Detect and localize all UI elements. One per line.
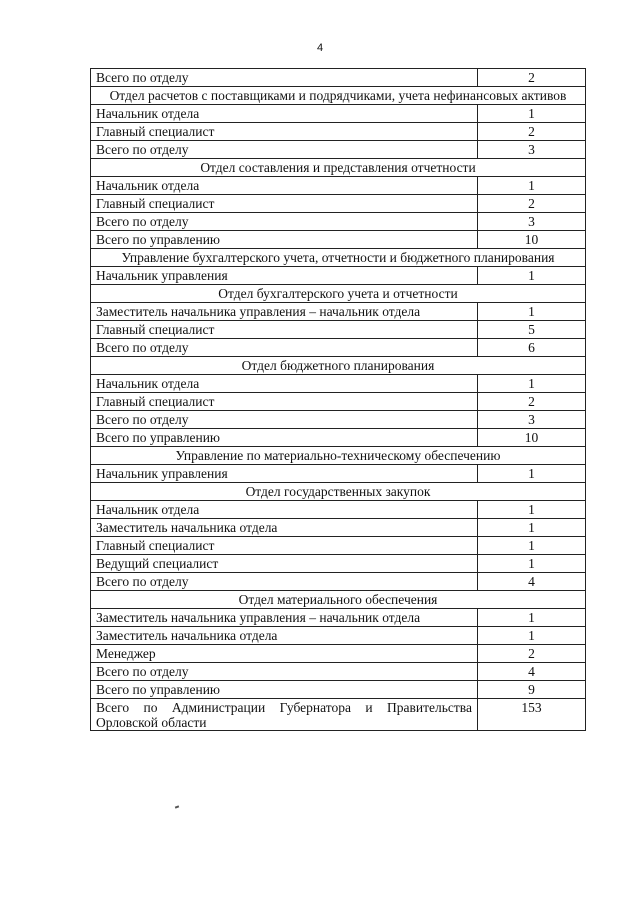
position-count: 9 xyxy=(478,681,586,699)
position-name: Всего по отделу xyxy=(91,213,478,231)
table-row xyxy=(91,465,586,483)
section-header-row xyxy=(91,159,586,177)
position-count: 1 xyxy=(478,465,586,483)
table-row xyxy=(91,177,586,195)
table-row xyxy=(91,339,586,357)
position-count: 2 xyxy=(478,393,586,411)
section-title: Отдел бухгалтерского учета и отчетности xyxy=(91,285,586,303)
position-name: Начальник отдела xyxy=(91,501,478,519)
table-row xyxy=(91,555,586,573)
position-count: 10 xyxy=(478,429,586,447)
section-title: Отдел государственных закупок xyxy=(91,483,586,501)
position-count: 3 xyxy=(478,141,586,159)
staff-table-body xyxy=(91,69,586,731)
table-row xyxy=(91,609,586,627)
position-count: 3 xyxy=(478,213,586,231)
table-row xyxy=(91,267,586,285)
position-count: 5 xyxy=(478,321,586,339)
position-name: Главный специалист xyxy=(91,195,478,213)
position-name: Заместитель начальника управления – начальник отдела xyxy=(91,609,478,627)
table-row xyxy=(91,303,586,321)
position-name: Менеджер xyxy=(91,645,478,663)
position-count: 1 xyxy=(478,105,586,123)
page-number: 4 xyxy=(316,42,324,54)
table-row xyxy=(91,231,586,249)
position-count: 1 xyxy=(478,303,586,321)
table-row xyxy=(91,375,586,393)
table-row xyxy=(91,519,586,537)
position-name: Главный специалист xyxy=(91,393,478,411)
position-count: 4 xyxy=(478,573,586,591)
position-count: 6 xyxy=(478,339,586,357)
position-name: Заместитель начальника отдела xyxy=(91,519,478,537)
position-count: 1 xyxy=(478,537,586,555)
position-count: 1 xyxy=(478,627,586,645)
position-name: Заместитель начальника отдела xyxy=(91,627,478,645)
position-name: Всего по управлению xyxy=(91,429,478,447)
position-count: 10 xyxy=(478,231,586,249)
section-header-row xyxy=(91,249,586,267)
position-count: 2 xyxy=(478,123,586,141)
position-name: Главный специалист xyxy=(91,321,478,339)
position-name: Всего по отделу xyxy=(91,141,478,159)
table-row xyxy=(91,69,586,87)
grand-total-label: Всего по Администрации Губернатора и Правительства Орловской области xyxy=(91,699,478,731)
grand-total-count: 153 xyxy=(478,699,586,731)
position-name: Всего по отделу xyxy=(91,411,478,429)
table-row xyxy=(91,645,586,663)
position-count: 1 xyxy=(478,555,586,573)
position-count: 2 xyxy=(478,645,586,663)
section-title: Отдел составления и представления отчетности xyxy=(91,159,586,177)
table-row xyxy=(91,213,586,231)
table-row xyxy=(91,195,586,213)
position-name: Всего по управлению xyxy=(91,681,478,699)
table-row xyxy=(91,429,586,447)
section-title: Отдел материального обеспечения xyxy=(91,591,586,609)
section-header-row xyxy=(91,483,586,501)
section-title: Отдел расчетов с поставщиками и подрядчиками, учета нефинансовых активов xyxy=(91,87,586,105)
stray-scan-mark xyxy=(175,805,179,808)
section-title: Отдел бюджетного планирования xyxy=(91,357,586,375)
table-row xyxy=(91,321,586,339)
table-row xyxy=(91,627,586,645)
table-row xyxy=(91,123,586,141)
table-row xyxy=(91,411,586,429)
position-name: Ведущий специалист xyxy=(91,555,478,573)
section-header-row xyxy=(91,447,586,465)
table-row xyxy=(91,501,586,519)
table-row xyxy=(91,141,586,159)
table-row xyxy=(91,393,586,411)
position-count: 1 xyxy=(478,519,586,537)
position-name: Всего по отделу xyxy=(91,69,478,87)
position-name: Всего по отделу xyxy=(91,663,478,681)
staff-table xyxy=(90,68,586,731)
position-count: 1 xyxy=(478,609,586,627)
position-count: 1 xyxy=(478,177,586,195)
position-name: Всего по отделу xyxy=(91,339,478,357)
position-count: 2 xyxy=(478,195,586,213)
table-row xyxy=(91,663,586,681)
position-name: Главный специалист xyxy=(91,123,478,141)
position-count: 1 xyxy=(478,267,586,285)
section-header-row xyxy=(91,87,586,105)
position-count: 3 xyxy=(478,411,586,429)
position-name: Главный специалист xyxy=(91,537,478,555)
section-header-row xyxy=(91,285,586,303)
position-name: Заместитель начальника управления – начальник отдела xyxy=(91,303,478,321)
position-name: Начальник отдела xyxy=(91,177,478,195)
position-name: Начальник отдела xyxy=(91,375,478,393)
position-count: 1 xyxy=(478,501,586,519)
table-row xyxy=(91,537,586,555)
section-title: Управление бухгалтерского учета, отчетности и бюджетного планирования xyxy=(91,249,586,267)
section-title: Управление по материально-техническому обеспечению xyxy=(91,447,586,465)
position-name: Начальник управления xyxy=(91,465,478,483)
position-name: Всего по отделу xyxy=(91,573,478,591)
position-name: Начальник управления xyxy=(91,267,478,285)
table-row xyxy=(91,681,586,699)
position-count: 2 xyxy=(478,69,586,87)
grand-total-row xyxy=(91,699,586,731)
section-header-row xyxy=(91,357,586,375)
position-count: 1 xyxy=(478,375,586,393)
section-header-row xyxy=(91,591,586,609)
table-row xyxy=(91,573,586,591)
position-count: 4 xyxy=(478,663,586,681)
table-row xyxy=(91,105,586,123)
position-name: Всего по управлению xyxy=(91,231,478,249)
position-name: Начальник отдела xyxy=(91,105,478,123)
